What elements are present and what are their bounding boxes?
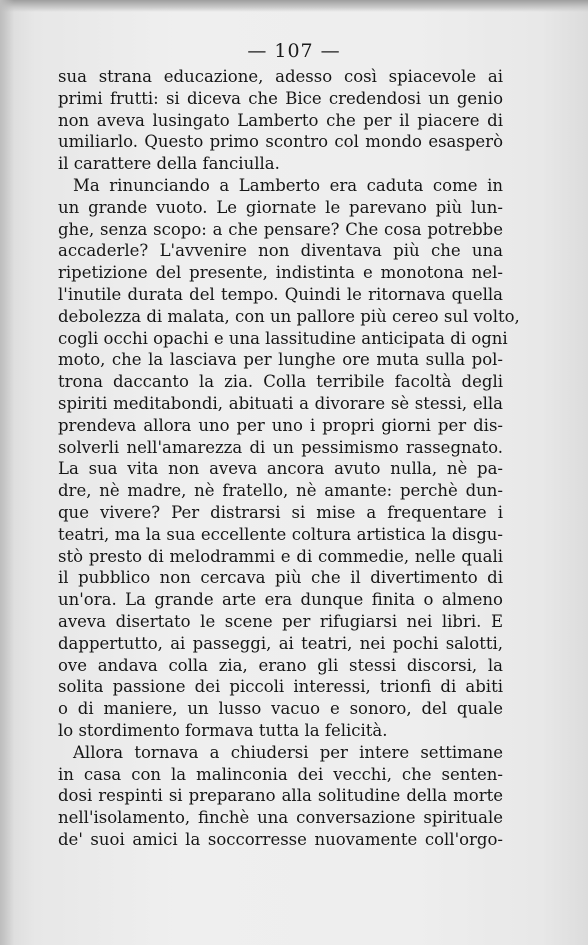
text-line: teatri, ma la sua eccellente coltura artistica la disgu- [58,524,503,544]
text-line: dappertutto, ai passeggi, ai teatri, nei pochi salotti, [58,633,503,653]
text-line: de' suoi amici la soccorresse nuovamente coll'orgo- [58,829,503,849]
page-number: — 107 — [247,40,341,62]
paragraph [58,742,503,851]
text-line: sua strana educazione, adesso così spiacevole ai [58,67,503,86]
text-line: non aveva lusingato Lamberto che per il piacere di [58,110,503,130]
text-line: trona daccanto la zia. Colla terribile facoltà degli [58,372,503,392]
text-line: ripetizione del presente, indistinta e monotona nel- [58,263,503,283]
text-line: lo stordimento formava tutta la felicità. [58,720,388,740]
text-line: nell'isolamento, finchè una conversazione spirituale [58,808,503,828]
text-line: solverli nell'amarezza di un pessimismo rassegnato. [58,437,503,457]
text-line: solita passione dei piccoli interessi, trionfi di abiti [58,677,503,697]
text-line: in casa con la malinconia dei vecchi, che senten- [58,764,503,784]
text-line: stò presto di melodrammi e di commedie, nelle quali [58,546,503,566]
text-line: accaderle? L'avvenire non diventava più che una [58,241,503,261]
text-line: ghe, senza scopo: a che pensare? Che cosa potrebbe [58,219,503,239]
paragraph [58,175,520,742]
page-binding-edge [0,0,14,945]
text-line: La sua vita non aveva ancora avuto nulla, nè pa- [58,459,503,479]
text-line: primi frutti: si diceva che Bice credendosi un genio [58,88,503,108]
text-line: umiliarlo. Questo primo scontro col mondo esasperò [58,132,503,152]
text-line: que vivere? Per distrarsi si mise a frequentare i [58,502,503,522]
text-line: ove andava colla zia, erano gli stessi discorsi, la [58,655,503,675]
text-line: aveva disertato le scene per rifugiarsi nei libri. E [58,611,503,631]
text-line: o di maniere, un lusso vacuo e sonoro, del quale [58,699,503,719]
text-line: un'ora. La grande arte era dunque finita o almeno [58,590,503,610]
text-line: l'inutile durata del tempo. Quindi le ritornava quella [58,284,503,304]
page-top-shadow [0,0,588,12]
text-line: Ma rinunciando a Lamberto era caduta come in [73,175,503,195]
paragraph [58,66,503,175]
text-line: spiriti meditabondi, abituati a divorare sè stessi, ella [58,393,503,413]
text-line: moto, che la lasciava per lunghe ore muta sulla pol- [58,350,503,370]
body-text [58,66,520,851]
text-line: prendeva allora uno per uno i propri giorni per dis- [58,415,503,435]
text-line: il carattere della fanciulla. [58,154,280,174]
text-line: un grande vuoto. Le giornate le parevano più lun- [58,197,503,217]
text-line: il pubblico non cercava più che il divertimento di [58,568,503,588]
text-line: Allora tornava a chiudersi per intere settimane [73,742,503,762]
text-line: dosi respinti si preparano alla solitudine della morte [58,786,503,806]
text-line: dre, nè madre, nè fratello, nè amante: perchè dun- [58,481,503,501]
text-line: debolezza di malata, con un pallore più cereo sul volto, [58,306,520,326]
text-line: cogli occhi opachi e una lassitudine anticipata di ogni [58,328,508,348]
